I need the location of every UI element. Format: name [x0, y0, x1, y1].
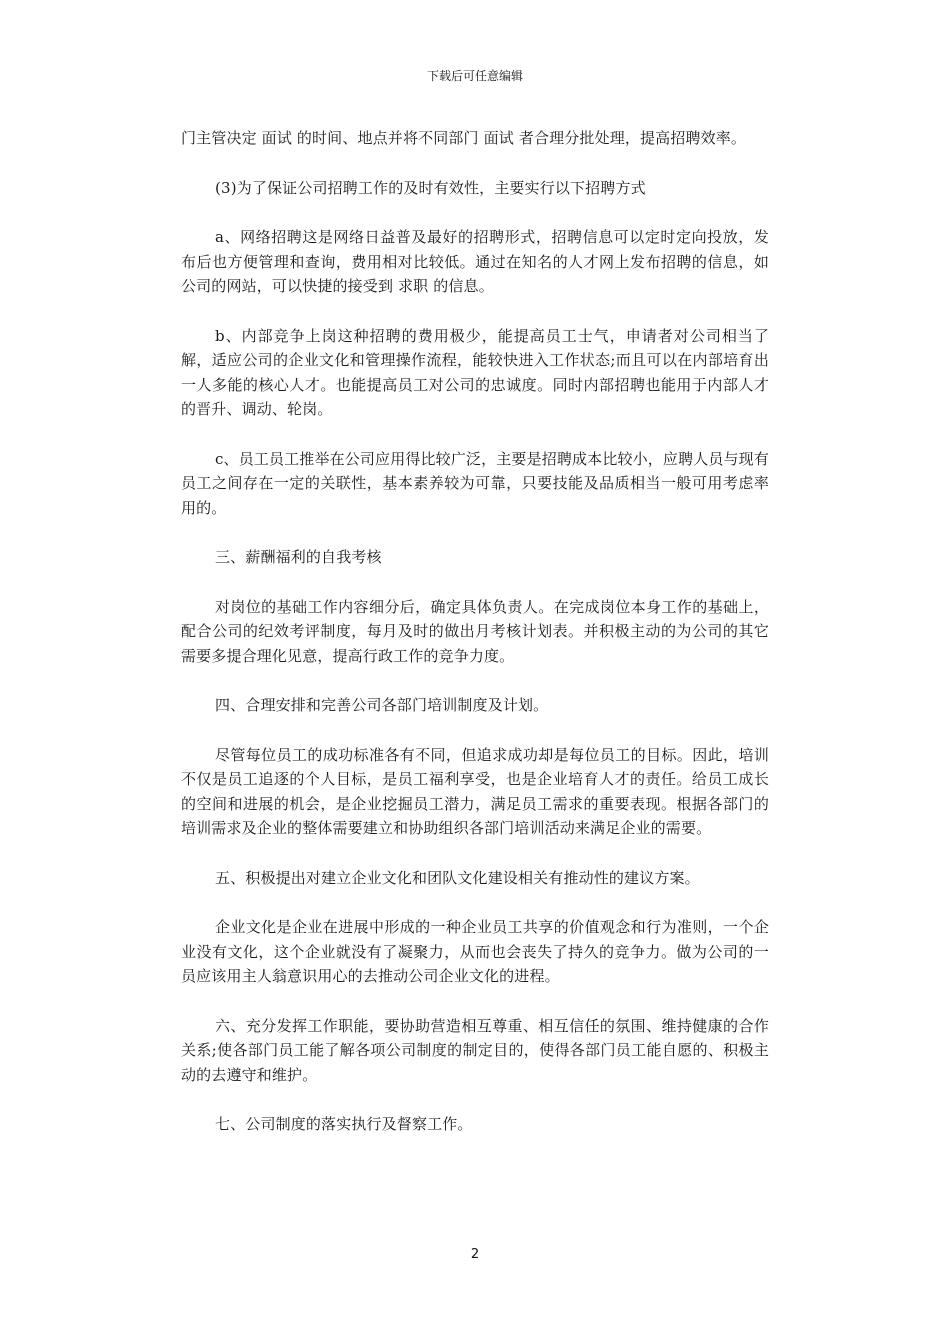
document-body	[181, 126, 769, 1162]
section-heading-6: 六、充分发挥工作职能，要协助营造相互尊重、相互信任的氛围、维持健康的合作关系;使各部门员工能了解各项公司制度的制定目的，使得各部门员工能自愿的、积极主动的去遵守和维护。	[181, 1016, 769, 1084]
section-heading-3: 三、薪酬福利的自我考核	[215, 548, 382, 566]
paragraph-5: c、员工员工推举在公司应用得比较广泛，主要是招聘成本比较小，应聘人员与现有员工之间存在一定的关联性，基本素养较为可靠，只要技能及品质相当一般可用考虑率用的。	[181, 449, 769, 517]
section-heading-7: 七、公司制度的落实执行及督察工作。	[215, 1115, 473, 1133]
paragraph-9: 尽管每位员工的成功标准各有不同，但追求成功却是每位员工的目标。因此，培训不仅是员工追逐的个人目标，是员工福利享受，也是企业培育人才的责任。给员工成长的空间和进展的机会，是企业挖掘员工潜力，满足员工需求的重要表现。根据各部门的培训需求及企业的整体需要建立和协助组织各部门培训活动来满足企业的需要。	[181, 745, 769, 837]
section-heading-5: 五、积极提出对建立企业文化和团队文化建设相关有推动性的建议方案。	[215, 868, 700, 887]
paragraph-2: (3)为了保证公司招聘工作的及时有效性，主要实行以下招聘方式	[215, 178, 646, 197]
paragraph-3: a、网络招聘这是网络日益普及最好的招聘形式，招聘信息可以定时定向投放，发布后也方便管理和查询，费用相对比较低。通过在知名的人才网上发布招聘的信息，如公司的网站，可以快捷的接受到 求职 的信息。	[181, 228, 769, 295]
paragraph-11: 企业文化是企业在进展中形成的一种企业员工共享的价值观念和行为准则，一个企业没有文化，这个企业就没有了凝聚力，从而也会丧失了持久的竞争力。做为公司的一员应该用主人翁意识用心的去推动公司企业文化的进程。	[181, 918, 769, 985]
page-header: 下载后可任意编辑	[426, 69, 523, 83]
section-heading-4: 四、合理安排和完善公司各部门培训制度及计划。	[215, 696, 549, 714]
paragraph-7: 对岗位的基础工作内容细分后，确定具体负责人。在完成岗位本身工作的基础上，配合公司的纪效考评制度，每月及时的做出月考核计划表。并积极主动的为公司的其它需要多提合理化见意，提高行政工作的竞争力度。	[181, 597, 769, 665]
paragraph-4: b、内部竞争上岗这种招聘的费用极少，能提高员工士气，申请者对公司相当了解，适应公司的企业文化和管理操作流程，能较快进入工作状态;而且可以在内部培育出一人多能的核心人才。也能提高员工对公司的忠诚度。同时内部招聘也能用于内部人才的晋升、调动、轮岗。	[181, 326, 769, 418]
paragraph-1: 门主管决定 面试 的时间、地点并将不同部门 面试 者合理分批处理，提高招聘效率。	[181, 129, 747, 147]
page-number: 2	[470, 1247, 480, 1262]
